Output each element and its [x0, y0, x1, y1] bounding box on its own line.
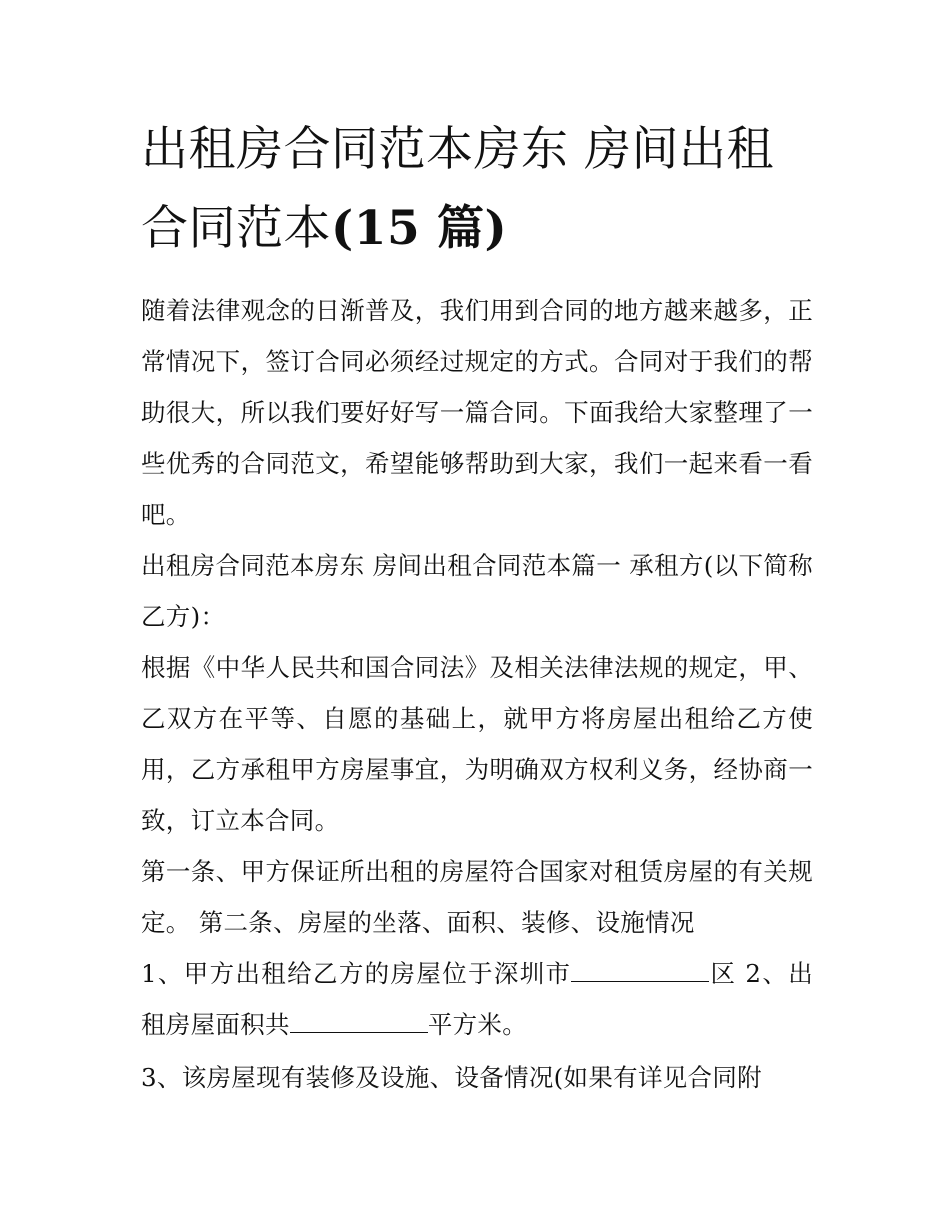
intro-paragraph: 随着法律观念的日渐普及，我们用到合同的地方越来越多，正常情况下，签订合同必须经过规定的方式。合同对于我们的帮助很大，所以我们要好好写一篇合同。下面我给大家整理了一些优秀的合同范文，希望能够帮助到大家，我们一起来看一看吧。 — [141, 296, 813, 529]
section-heading: 出租房合同范本房东 房间出租合同范本篇一 承租方(以下简称乙方)： — [141, 551, 813, 631]
document-page — [141, 110, 813, 1103]
item-one-two — [141, 948, 813, 1050]
article-one: 第一条、甲方保证所出租的房屋符合国家对租赁房屋的有关规定。 第二条、房屋的坐落、面积、装修、设施情况 — [141, 857, 813, 937]
item-one-prefix: 1、甲方出租给乙方的房屋位于深圳市 — [141, 959, 572, 988]
item-one-end: 平方米。 — [427, 1010, 528, 1039]
title-text: 出租房合同范本房东 房间出租合同范本 — [141, 122, 774, 256]
title-count: (15 篇) — [331, 201, 508, 256]
district-blank — [571, 959, 709, 982]
area-blank — [290, 1010, 428, 1033]
document-title — [141, 110, 813, 268]
item-three: 3、该房屋现有装修及设施、设备情况(如果有详见合同附 — [141, 1063, 762, 1092]
item-one-suffix: 区 2、出租房屋面积共 — [141, 959, 813, 1039]
basis-paragraph: 根据《中华人民共和国合同法》及相关法律法规的规定，甲、乙双方在平等、自愿的基础上，就甲方将房屋出租给乙方使用，乙方承租甲方房屋事宜，为明确双方权利义务，经协商一致，订立本合同。 — [141, 653, 813, 835]
